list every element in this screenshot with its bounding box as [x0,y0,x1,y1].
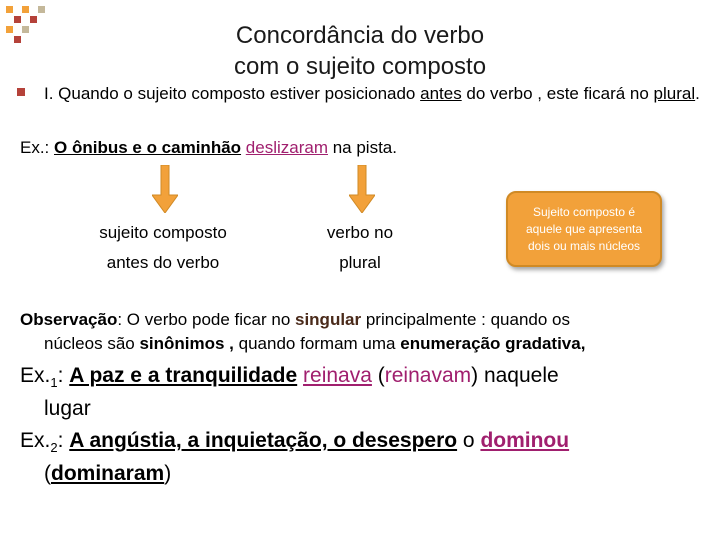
example-2-verb-alt: reinavam [384,364,472,387]
label-verb [305,218,415,278]
example-3-colon: : [57,429,70,452]
title-line-1: Concordância do verbo [235,22,485,49]
slide-title [130,20,590,82]
example-3-verb: dominou [480,429,570,452]
rule-text-a: I. Quando o sujeito composto estiver posicionado [44,84,421,103]
example-2-close: ) naquele [471,364,559,387]
rule-word-plural: plural [653,84,696,103]
example-2-prefix: Ex. [20,364,51,387]
example-3-close: ) [164,462,172,486]
corner-decoration [0,0,56,48]
observation-text-d: quando formam uma [233,334,401,353]
example-1 [20,136,397,159]
bullet-square-icon [17,88,25,96]
observation-sinonimos: sinônimos , [139,334,234,353]
note-box: Sujeito composto é aquele que apresenta dois ou mais núcleos [506,191,662,267]
example-1-subject: O ônibus e o caminhão [54,138,242,157]
example-2-open: ( [371,364,385,387]
observation-text-c: núcleos são [44,334,140,353]
observation-label: Observação [20,310,118,329]
example-1-rest: na pista. [327,138,397,157]
observation-enumeracao: enumeração gradativa, [400,334,586,353]
rule-paragraph [44,82,704,105]
example-3-subject: A angústia, a inquietação, o desespero [69,429,458,452]
rule-text-c: . [695,84,700,103]
arrow-down-icon [349,165,375,213]
rule-word-antes: antes [420,84,462,103]
label-verb-line-1: verbo no [326,223,394,242]
rule-text-b: do verbo , este ficará no [461,84,654,103]
title-line-2: com o sujeito composto [233,53,487,80]
example-3-mid: o [457,429,481,452]
example-1-prefix: Ex.: [20,138,55,157]
observation-paragraph [20,308,700,356]
example-3-open: ( [44,462,51,486]
example-2-line-2: lugar [44,397,91,421]
example-2-verb: reinava [303,364,372,387]
example-2-subject: A paz e a tranquilidade [69,364,298,387]
label-subject-line-2: antes do verbo [106,253,220,272]
example-3 [20,428,710,487]
example-2 [20,363,710,422]
label-subject [78,218,248,278]
example-3-subscript: 2 [50,440,58,456]
label-verb-line-2: plural [339,253,381,272]
observation-text-a: : O verbo pode ficar no [117,310,295,329]
example-3-prefix: Ex. [20,429,51,452]
label-subject-line-1: sujeito composto [99,223,227,242]
example-2-subscript: 1 [50,375,58,391]
example-3-verb-alt: dominaram [51,462,165,486]
observation-text-b: principalmente : quando os [361,310,570,329]
observation-singular: singular [295,310,362,329]
example-1-verb: deslizaram [245,138,328,157]
example-2-colon: : [57,364,70,387]
arrow-down-icon [152,165,178,213]
